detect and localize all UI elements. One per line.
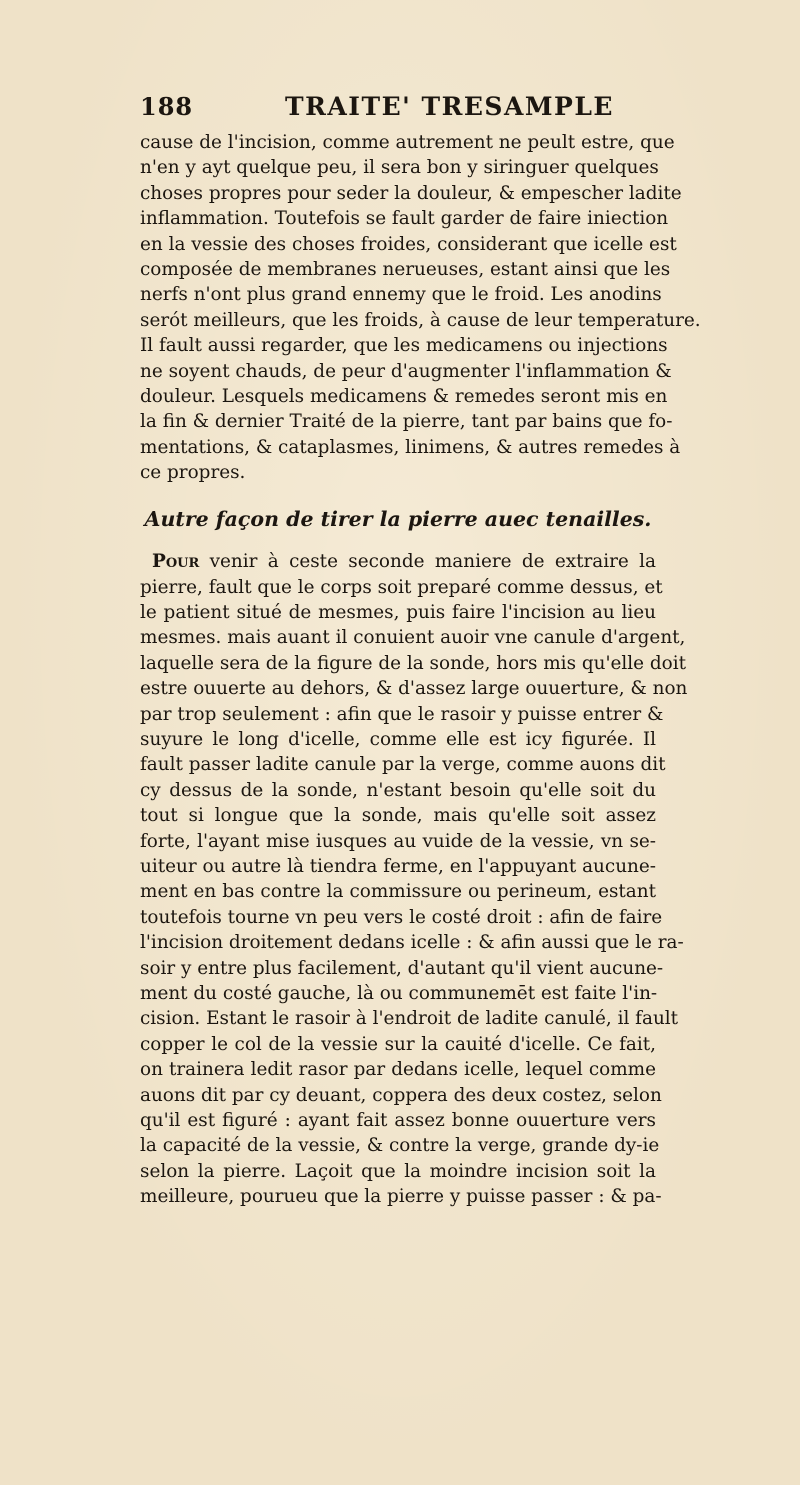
paragraph-first-word: Pour: [152, 551, 200, 573]
text-line: toutefois tourne vn peu vers le costé droit : afin de faire: [140, 906, 663, 928]
text-line: pierre, fault que le corps soit preparé comme dessus, et: [140, 576, 663, 598]
body-text: [140, 130, 701, 1210]
text-line: nerfs n'ont plus grand ennemy que le froid. Les anodins: [140, 284, 662, 306]
text-line: [140, 549, 656, 574]
text-line: uiteur ou autre là tiendra ferme, en l'appuyant aucune-: [140, 855, 656, 877]
text-line: soir y entre plus facilement, d'autant qu'il vient aucune-: [140, 957, 664, 979]
text-line: ment en bas contre la commissure ou perineum, estant: [140, 881, 656, 903]
text-line: auons dit par cy deuant, coppera des deux costez, selon: [140, 1084, 662, 1106]
text-line: inflammation. Toutefois se fault garder de faire iniection: [140, 208, 669, 230]
text-line: choses propres pour seder la douleur, & empescher ladite: [140, 182, 682, 204]
running-title: TRAITE' TRESAMPLE: [285, 92, 614, 121]
text-line: la fin & dernier Traité de la pierre, tant par bains que fo-: [140, 411, 673, 433]
text-line: ce propres.: [140, 462, 246, 484]
text-line: douleur. Lesquels medicamens & remedes seront mis en: [140, 386, 668, 408]
text-line: le patient situé de mesmes, puis faire l'incision au lieu: [140, 601, 656, 623]
text-line: selon la pierre. Laçoit que la moindre incision soit la: [140, 1160, 656, 1182]
text-line: estre ouuerte au dehors, & d'assez large ouuerture, & non: [140, 678, 688, 700]
text-line: composée de membranes nerueuses, estant ainsi que les: [140, 259, 671, 281]
text-line: mentations, & cataplasmes, linimens, & autres remedes à: [140, 436, 681, 458]
text-line-rest: venir à ceste seconde maniere de extraire la: [199, 551, 656, 573]
page-header: [140, 92, 650, 128]
section-heading: Autre façon de tirer la pierre auec tenailles.: [144, 506, 652, 531]
text-line: copper le col de la vessie sur la cauité d'icelle. Ce fait,: [140, 1033, 656, 1055]
text-line: tout si longue que la sonde, mais qu'elle soit assez: [140, 805, 656, 827]
text-line: suyure le long d'icelle, comme elle est icy figurée. Il: [140, 728, 656, 750]
text-line: on trainera ledit rasor par dedans icelle, lequel comme: [140, 1059, 656, 1081]
text-line: laquelle sera de la figure de la sonde, hors mis qu'elle doit: [140, 652, 687, 674]
text-line: mesmes. mais auant il conuient auoir vne canule d'argent,: [140, 627, 686, 649]
text-line: ment du costé gauche, là ou communemēt est faite l'in-: [140, 983, 658, 1004]
text-line: fault passer ladite canule par la verge, comme auons dit: [140, 754, 666, 776]
text-line: serót meilleurs, que les froids, à cause de leur temperature.: [140, 309, 701, 331]
paragraph-tenailles-method: [140, 549, 688, 1210]
text-line: Il fault aussi regarder, que les medicamens ou injections: [140, 335, 668, 357]
page-number: 188: [140, 92, 194, 121]
text-line: n'en y ayt quelque peu, il sera bon y siringuer quelques: [140, 157, 659, 179]
text-line: cause de l'incision, comme autrement ne peult estre, que: [140, 132, 675, 153]
text-line: meilleure, pourueu que la pierre y puisse passer : & pa-: [140, 1186, 662, 1208]
text-line: forte, l'ayant mise iusques au vuide de la vessie, vn se-: [140, 830, 656, 852]
text-line: ne soyent chauds, de peur d'augmenter l'inflammation &: [140, 360, 672, 382]
paragraph-incision-care: [140, 130, 701, 486]
text-line: en la vessie des choses froides, considerant que icelle est: [140, 233, 677, 255]
text-line: par trop seulement : afin que le rasoir y puisse entrer &: [140, 703, 664, 725]
text-line: cy dessus de la sonde, n'estant besoin qu'elle soit du: [140, 779, 656, 801]
text-line: l'incision droitement dedans icelle : & afin aussi que le ra-: [140, 932, 684, 954]
text-line: la capacité de la vessie, & contre la verge, grande dy-ie: [140, 1135, 660, 1157]
text-line: qu'il est figuré : ayant fait assez bonne ouuerture vers: [140, 1110, 656, 1132]
text-line: cision. Estant le rasoir à l'endroit de ladite canulé, il fault: [140, 1008, 679, 1030]
